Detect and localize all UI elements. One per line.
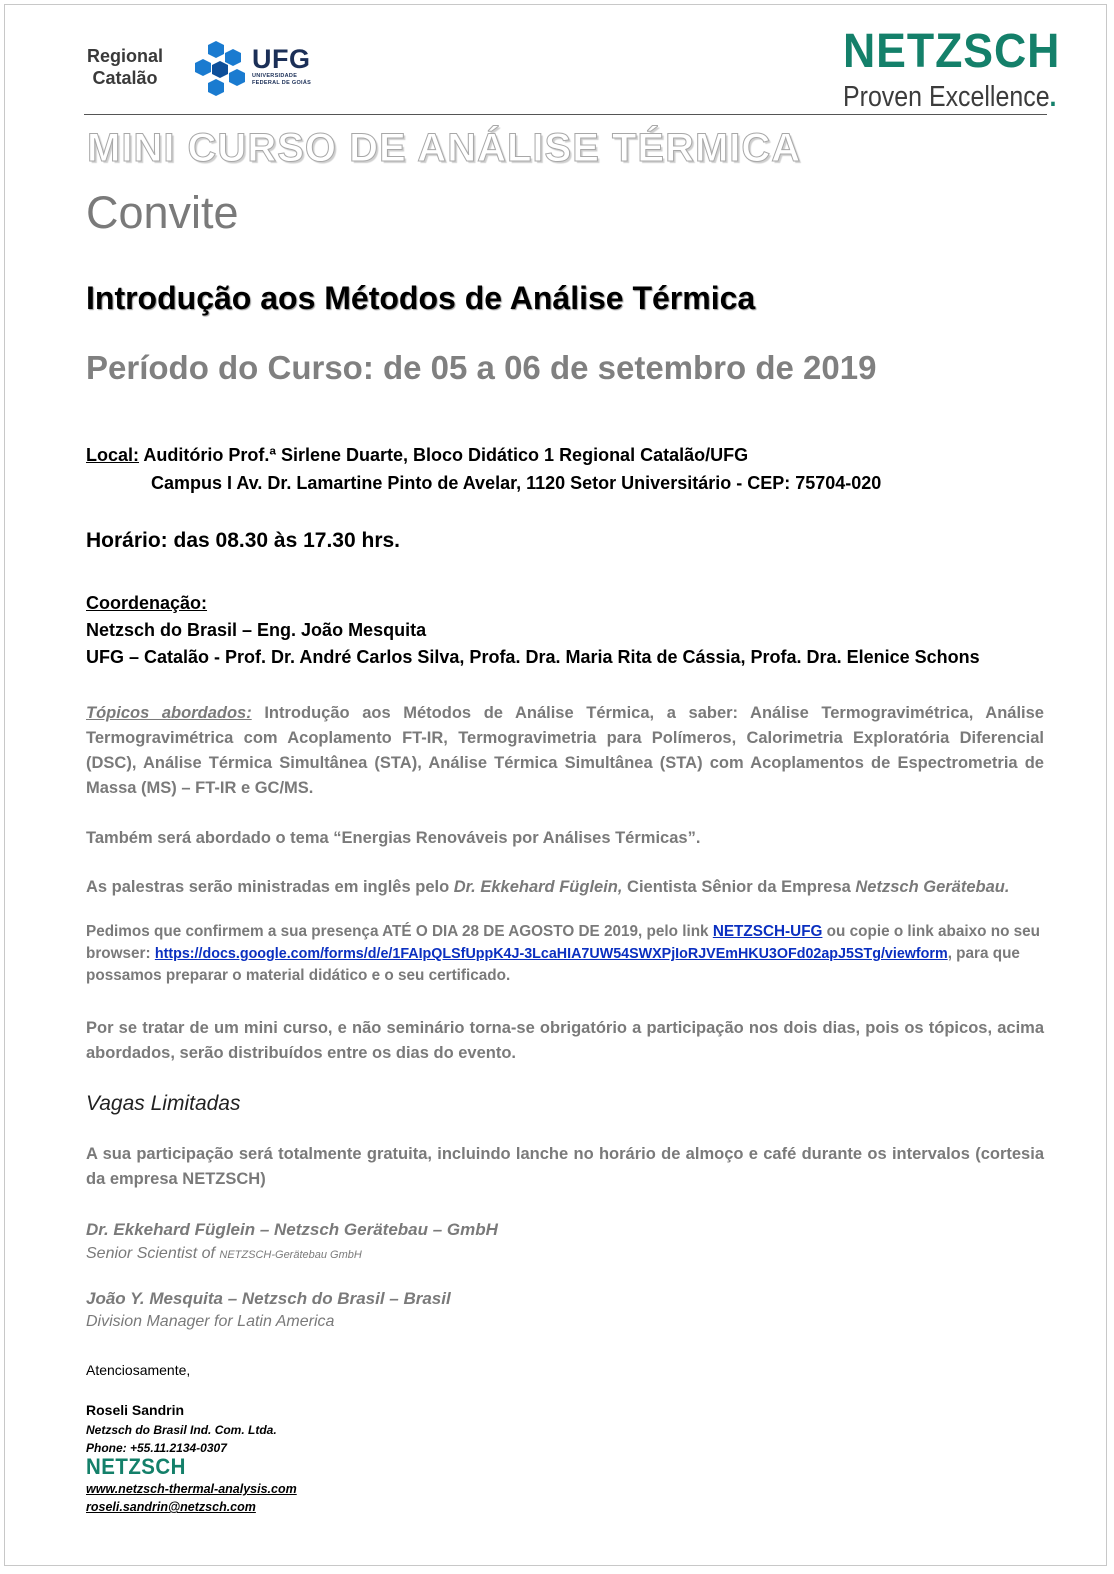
speaker-2-name: João Y. Mesquita – Netzsch do Brasil – Brasil bbox=[86, 1289, 451, 1308]
topics-label: Tópicos abordados: bbox=[86, 704, 252, 722]
confirm-paragraph bbox=[86, 921, 1046, 987]
hex-6 bbox=[208, 79, 224, 96]
coordination-line-2: UFG – Catalão - Prof. Dr. André Carlos Silva, Profa. Dra. Maria Rita de Cássia, Profa. Dra. Elenice Schons bbox=[86, 647, 980, 667]
lectures-paragraph bbox=[86, 875, 1044, 900]
lectures-speaker: Dr. Ekkehard Füglein, bbox=[453, 878, 623, 896]
course-title: Introdução aos Métodos de Análise Térmica bbox=[86, 280, 756, 316]
free-paragraph: A sua participação será totalmente gratuita, incluindo lanche no horário de almoço e café durante os intervalos (cortesia da empresa NETZSCH) bbox=[86, 1145, 1044, 1188]
topics-paragraph bbox=[86, 701, 1044, 801]
local-line-1 bbox=[86, 441, 881, 469]
header-divider bbox=[84, 114, 1047, 115]
tagline-text: Proven Excellence bbox=[843, 81, 1050, 113]
course-period: Período do Curso: de 05 a 06 de setembro de 2019 bbox=[86, 349, 877, 386]
local-address-1: Auditório Prof.ª Sirlene Duarte, Bloco Didático 1 Regional Catalão/UFG bbox=[139, 445, 749, 465]
hex-1 bbox=[208, 41, 224, 58]
ufg-subtitle-2: FEDERAL DE GOIÁS bbox=[252, 80, 312, 86]
sender-phone: Phone: +55.11.2134-0307 bbox=[86, 1441, 227, 1455]
netzsch-tagline bbox=[843, 81, 1056, 113]
confirm-middle: ou copie o link abaixo no seu browser: bbox=[86, 923, 1041, 962]
confirm-suffix: , para que possamos preparar o material didático e o seu certificado. bbox=[86, 945, 1020, 984]
hex-5 bbox=[229, 69, 245, 86]
also-paragraph: Também será abordado o tema “Energias Renováveis por Análises Térmicas”. bbox=[86, 829, 701, 847]
sender-company: Netzsch do Brasil Ind. Com. Ltda. bbox=[86, 1423, 277, 1437]
heading-convite: Convite bbox=[86, 187, 239, 238]
confirm-prefix: Pedimos que confirmem a sua presença ATÉ O DIA 28 DE AGOSTO DE 2019, pelo link bbox=[86, 923, 713, 940]
regional-line-1: Regional bbox=[86, 46, 163, 66]
document-page bbox=[4, 4, 1107, 1566]
hex-4 bbox=[212, 61, 228, 78]
speaker-1-role-text: Senior Scientist of bbox=[86, 1245, 220, 1262]
netzsch-logo: NETZSCH bbox=[843, 25, 1061, 78]
local-label: Local: bbox=[86, 445, 140, 465]
speaker-1-role-company: NETZSCH-Gerätebau GmbH bbox=[219, 1249, 362, 1261]
lectures-company: Netzsch Gerätebau. bbox=[855, 878, 1010, 896]
regional-line-2: Catalão bbox=[92, 68, 158, 88]
schedule: Horário: das 08.30 às 17.30 hrs. bbox=[86, 529, 401, 552]
coordination-line-1: Netzsch do Brasil – Eng. João Mesquita bbox=[86, 620, 427, 640]
tagline-dot: . bbox=[1049, 81, 1057, 113]
lectures-middle: Cientista Sênior da Empresa bbox=[622, 878, 856, 896]
sender-netzsch-logo: NETZSCH bbox=[86, 1454, 186, 1479]
ufg-subtitle-1: UNIVERSIDADE bbox=[252, 73, 298, 79]
netzsch-ufg-link[interactable]: NETZSCH-UFG bbox=[712, 923, 823, 940]
coordination-block bbox=[86, 590, 980, 671]
sender-email-link[interactable]: roseli.sandrin@netzsch.com bbox=[86, 1500, 256, 1514]
mandatory-paragraph: Por se tratar de um mini curso, e não seminário torna-se obrigatório a participação nos dois dias, pois os tópicos, acima abordados, serão distribuídos entre os dias do evento. bbox=[86, 1019, 1044, 1062]
sender-name: Roseli Sandrin bbox=[86, 1402, 185, 1418]
speaker-1-role bbox=[86, 1243, 362, 1266]
ufg-subtitle bbox=[252, 73, 311, 87]
lectures-prefix: As palestras serão ministradas em inglês pelo bbox=[86, 878, 454, 896]
regional-catalao-label bbox=[85, 45, 165, 89]
coordination-label: Coordenação: bbox=[86, 593, 208, 613]
form-url-link[interactable]: https://docs.google.com/forms/d/e/1FAIpQLSfUppK4J-3LcaHIA7UW54SWXPjIoRJVEmHKU3OFd02apJ5STg/viewform bbox=[154, 946, 948, 962]
limited-seats: Vagas Limitadas bbox=[86, 1092, 241, 1115]
speaker-2-role: Division Manager for Latin America bbox=[86, 1313, 335, 1330]
hex-2 bbox=[225, 49, 241, 66]
ufg-wordmark: UFG bbox=[252, 44, 311, 74]
local-address-2: Campus I Av. Dr. Lamartine Pinto de Avelar, 1120 Setor Universitário - CEP: 75704-020 bbox=[151, 473, 882, 493]
topics-text: Introdução aos Métodos de Análise Térmica, a saber: Análise Termogravimétrica, Análise Termogravimétrica com Acoplamento FT-IR, Termogravimetria para Polímeros, Calorimetria Exploratória Diferencial (DSC), Análise Térmica Simultânea (STA), Análise Térmica Simultânea (STA) com Acoplamentos de Espectrometria de Massa (MS) – FT-IR e GC/MS. bbox=[86, 704, 1044, 797]
ufg-hexagon-logo-icon bbox=[193, 39, 249, 97]
speaker-1-name: Dr. Ekkehard Füglein – Netzsch Gerätebau – GmbH bbox=[86, 1220, 498, 1239]
hex-3 bbox=[195, 59, 211, 76]
closing: Atenciosamente, bbox=[86, 1362, 191, 1378]
sender-website-link[interactable]: www.netzsch-thermal-analysis.com bbox=[86, 1482, 297, 1496]
banner-title: MINI CURSO DE ANÁLISE TÉRMICA bbox=[87, 126, 802, 170]
local-block bbox=[86, 441, 881, 497]
